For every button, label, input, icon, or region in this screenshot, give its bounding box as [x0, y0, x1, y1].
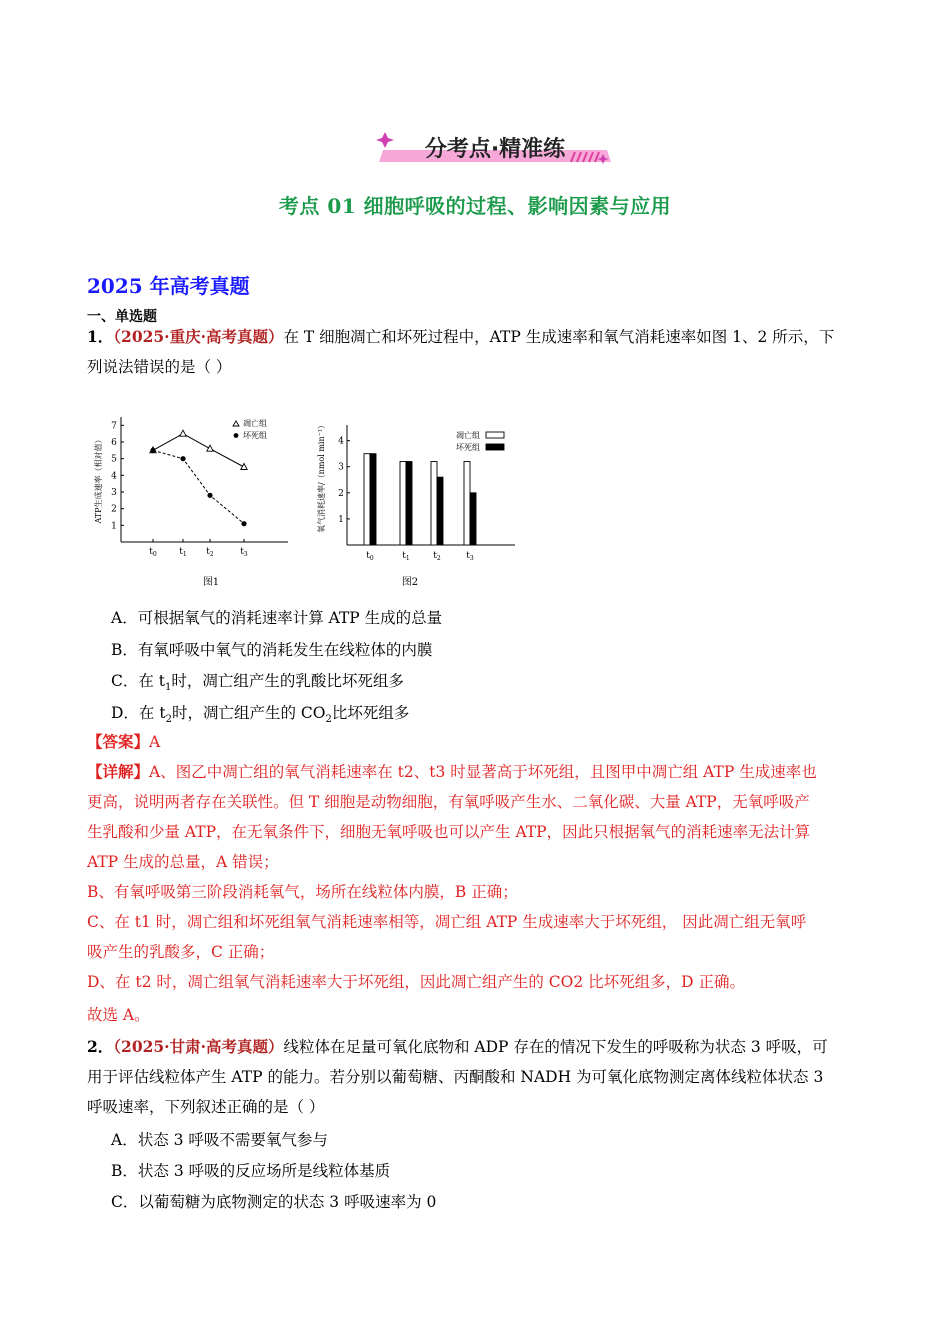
bar [470, 493, 476, 545]
bar [364, 454, 370, 545]
bar [370, 454, 376, 545]
detail-explanation [87, 757, 867, 997]
question-source: （2025·甘肃·高考真题） [113, 1037, 284, 1056]
data-point [207, 493, 212, 498]
detail-line: A、图乙中凋亡组的氧气消耗速率在 t2、t3 时显著高于坏死组，且图甲中凋亡组 ATP 生成速率也 [149, 763, 817, 781]
x-tick-label: $t_3$ [466, 551, 474, 562]
data-point [180, 456, 185, 461]
question-number: 1． [87, 327, 114, 346]
x-tick-label: $t_0$ [366, 551, 374, 562]
section-banner [375, 128, 615, 168]
y-tick-label: 2 [111, 504, 117, 515]
detail-conclusion: 故选 A。 [87, 1006, 150, 1024]
detail-line: 吸产生的乳酸多，C 正确； [87, 943, 275, 961]
bar [437, 477, 443, 545]
data-point [241, 521, 246, 526]
detail-line: C、在 t1 时，凋亡组和坏死组氧气消耗速率相等，凋亡组 ATP 生成速率大于坏死组， 因此凋亡组无氧呼 [87, 913, 807, 931]
y-tick-label: 3 [338, 462, 344, 473]
x-tick-label: $t_3$ [240, 547, 248, 558]
y-tick-label: 7 [111, 421, 117, 432]
legend-marker [234, 433, 239, 438]
question-number: 2． [87, 1037, 114, 1056]
y-tick-label: 6 [111, 438, 117, 448]
option-b: B．有氧呼吸中氧气的消耗发生在线粒体的内膜 [111, 641, 433, 659]
data-point [241, 464, 247, 470]
series-line [153, 450, 244, 523]
legend-marker [233, 421, 239, 426]
figure-caption: 图2 [401, 577, 419, 588]
stem-line: 用于评估线粒体产生 ATP 的能力。若分别以葡萄糖、丙酮酸和 NADH 为可氧化底物测定离体线粒体状态 3 [87, 1068, 824, 1086]
question-2-stem [87, 1032, 867, 1122]
data-point [150, 448, 155, 453]
data-point [180, 430, 186, 436]
detail-line: ATP 生成的总量，A 错误； [87, 853, 279, 871]
banner-title: 分考点·精准练 [424, 137, 566, 162]
option-d: D．在 $t_2$时，凋亡组产生的 $CO_2$比坏死组多 [111, 704, 410, 726]
y-tick-label: 4 [111, 471, 117, 482]
bar [431, 462, 437, 545]
section-title: 2025 年高考真题 [87, 274, 250, 298]
y-axis-label: ATP生成速率（相对值） [94, 435, 103, 524]
stem-line: 列说法错误的是（ ） [87, 358, 232, 376]
stem-line: 线粒体在足量可氧化底物和 ADP 存在的情况下发生的呼吸称为状态 3 呼吸，可 [283, 1038, 828, 1056]
detail-line: D、在 t2 时，凋亡组氧气消耗速率大于坏死组，因此凋亡组产生的 CO2 比坏死组多，D 正确。 [87, 973, 746, 991]
option-c: C．以葡萄糖为底物测定的状态 3 呼吸速率为 0 [111, 1193, 437, 1211]
x-tick-label: $t_0$ [149, 547, 157, 558]
kaodian-title: 考点 01 细胞呼吸的过程、影响因素与应用 [278, 194, 672, 218]
y-tick-label: 1 [111, 521, 117, 532]
y-tick-label: 5 [111, 454, 117, 465]
figure-1-chart [88, 405, 303, 590]
legend-swatch [486, 432, 504, 438]
bar [400, 462, 406, 545]
legend-swatch [486, 444, 504, 450]
x-tick-label: $t_2$ [433, 551, 441, 562]
answer: 【答案】A [87, 732, 161, 751]
bar [406, 462, 412, 545]
detail-line: 生乳酸和少量 ATP，在无氧条件下，细胞无氧呼吸也可以产生 ATP，因此只根据氧气的消耗速率无法计算 [87, 823, 811, 841]
y-axis-label: 氧气消耗速率/（nmol min⁻¹） [317, 420, 326, 534]
question-source: （2025·重庆·高考真题） [113, 327, 284, 346]
subsection-title: 一、单选题 [87, 309, 157, 325]
option-b: B．状态 3 呼吸的反应场所是线粒体基质 [111, 1162, 391, 1180]
legend-label: 坏死组 [456, 443, 480, 452]
legend-label: 凋亡组 [243, 419, 267, 428]
option-c: C．在 $t_1$时，凋亡组产生的乳酸比坏死组多 [111, 672, 404, 694]
x-tick-label: $t_1$ [402, 551, 410, 562]
detail-line: B、有氧呼吸第三阶段消耗氧气，场所在线粒体内膜，B 正确； [87, 883, 518, 901]
x-tick-label: $t_1$ [179, 547, 187, 558]
detail-label: 【详解】 [87, 762, 150, 781]
y-tick-label: 4 [338, 436, 344, 447]
series-line [153, 434, 244, 467]
option-a: A．状态 3 呼吸不需要氧气参与 [111, 1131, 328, 1149]
legend-label: 坏死组 [243, 431, 267, 440]
stem-line: 呼吸速率，下列叙述正确的是（ ） [87, 1098, 325, 1116]
figure-caption: 图1 [202, 577, 220, 588]
bar [464, 462, 470, 545]
option-a: A．可根据氧气的消耗速率计算 ATP 生成的总量 [111, 609, 443, 627]
legend-label: 凋亡组 [456, 431, 480, 440]
x-tick-label: $t_2$ [206, 547, 214, 558]
data-point [207, 445, 213, 451]
detail-line: 更高，说明两者存在关联性。但 T 细胞是动物细胞，有氧呼吸产生水、二氧化碳、大量 ATP，无氧呼吸产 [87, 793, 810, 811]
figure-2-chart [310, 405, 530, 590]
stem-line: 在 T 细胞凋亡和坏死过程中，ATP 生成速率和氧气消耗速率如图 1、2 所示，下 [283, 328, 835, 346]
y-tick-label: 1 [338, 514, 344, 525]
y-tick-label: 3 [111, 488, 117, 498]
question-1-stem [87, 322, 867, 382]
y-tick-label: 2 [338, 488, 344, 499]
